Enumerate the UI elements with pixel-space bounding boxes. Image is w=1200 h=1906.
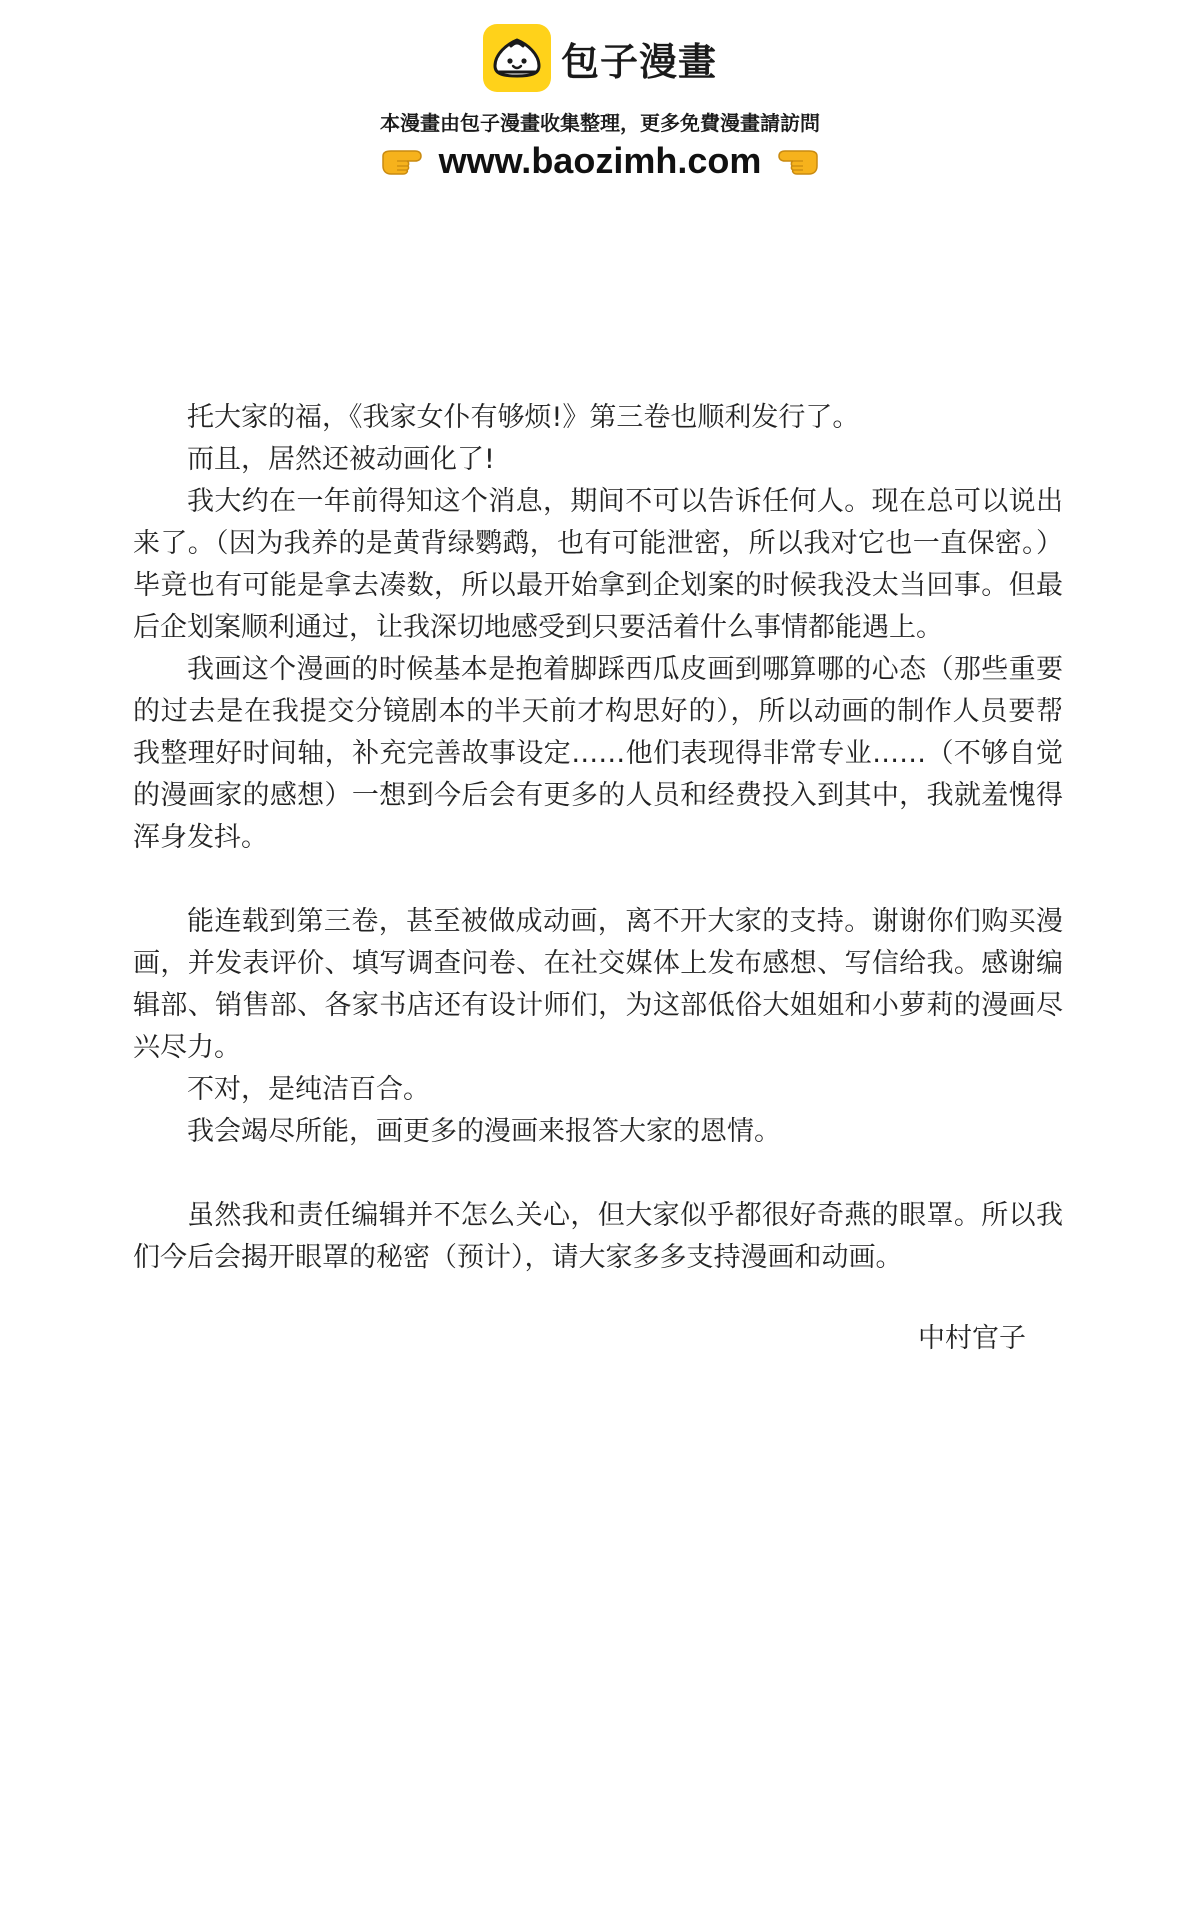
paragraph: 虽然我和责任编辑并不怎么关心，但大家似乎都很好奇燕的眼罩。所以我们今后会揭开眼罩的秘密（预计），请大家多多支持漫画和动画。 [133,1200,1063,1273]
source-notice: 本漫畫由包子漫畫收集整理，更多免費漫畫請訪問 [380,111,820,135]
paragraph: 而且，居然还被动画化了! [187,444,495,475]
paragraph-gap [133,859,1063,901]
brand-name: 包子漫畫 [560,39,717,84]
paragraph: 我画这个漫画的时候基本是抱着脚踩西瓜皮画到哪算哪的心态（那些重要的过去是在我提交分镜剧本的半天前才构思好的），所以动画的制作人员要帮我整理好时间轴，补充完善故事设定……他们表现得非常专业……（不够自觉的漫画家的感想）一想到今后会有更多的人员和经费投入到其中，我就羞愧得浑身发抖。 [133,654,1063,853]
pointing-right-hand-icon [381,146,425,176]
url-row [0,140,1200,182]
watermark-header [0,22,1200,182]
author-signature: 中村官子 [918,1323,1026,1354]
afterword-body [133,397,1063,1279]
paragraph: 不对，是纯洁百合。 [187,1074,430,1105]
baozi-logo-icon [483,24,551,92]
paragraph: 我大约在一年前得知这个消息，期间不可以告诉任何人。现在总可以说出来了。（因为我养的是黄背绿鹦鹉，也有可能泄密，所以我对它也一直保密。）毕竟也有可能是拿去凑数，所以最开始拿到企划案的时候我没太当回事。但最后企划案顺利通过，让我深切地感受到只要活着什么事情都能遇上。 [133,486,1063,643]
paragraph: 能连载到第三卷，甚至被做成动画，离不开大家的支持。谢谢你们购买漫画，并发表评价、填写调查问卷、在社交媒体上发布感想、写信给我。感谢编辑部、销售部、各家书店还有设计师们，为这部低俗大姐姐和小萝莉的漫画尽兴尽力。 [133,906,1063,1063]
site-url[interactable]: www.baozimh.com [438,140,762,181]
paragraph-gap [133,1153,1063,1195]
pointing-left-hand-icon [775,146,819,176]
paragraph: 托大家的福，《我家女仆有够烦!》第三卷也顺利发行了。 [187,402,860,433]
paragraph: 我会竭尽所能，画更多的漫画来报答大家的恩情。 [187,1116,781,1147]
brand [0,22,1200,94]
